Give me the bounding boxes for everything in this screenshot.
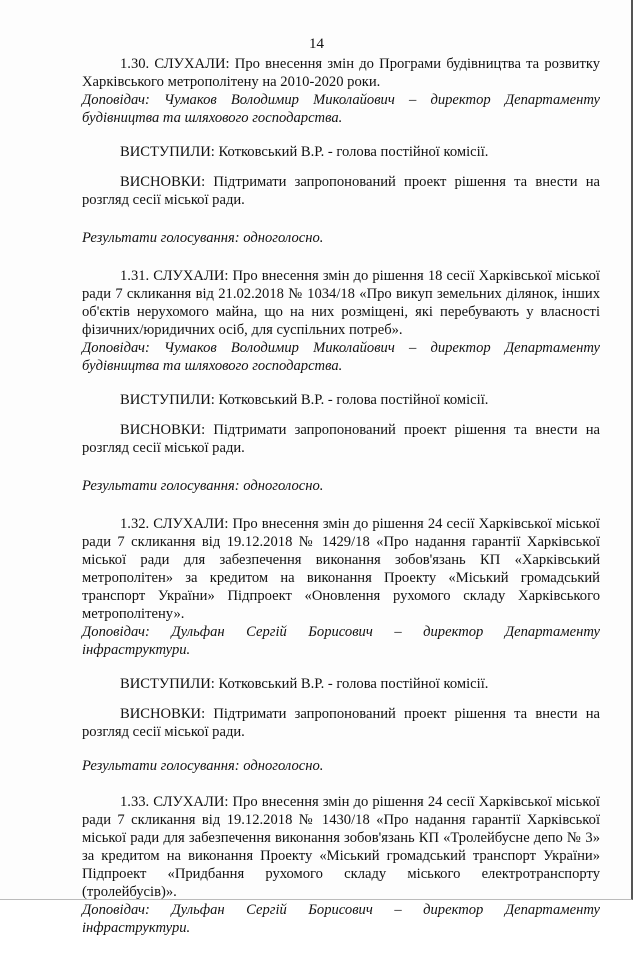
speaker-paragraph: Доповідач: Чумаков Володимир Миколайович – директор Департаменту будівництва та шляхового господарства. bbox=[82, 340, 600, 374]
heard-paragraph: 1.32. СЛУХАЛИ: Про внесення змін до рішення 24 сесії Харківської міської ради 7 скликання від 19.12.2018 № 1429/18 «Про надання гарантії Харківської міської ради для забезпечення виконання зобов'язань КП «Харківський метрополітен» за кредитом на виконання Проекту «Міський громадський транспорт України» Підпроект «Оновлення рухомого складу Харківського метрополітену». bbox=[82, 516, 600, 622]
speaker-paragraph: Доповідач: Чумаков Володимир Миколайович – директор Департаменту будівництва та шляхового господарства. bbox=[82, 92, 600, 126]
agenda-item-1-32 bbox=[82, 515, 600, 775]
spoke-paragraph: ВИСТУПИЛИ: Котковський В.Р. - голова постійної комісії. bbox=[120, 676, 489, 692]
speaker-paragraph: Доповідач: Дульфан Сергій Борисович – директор Департаменту інфраструктури. bbox=[82, 902, 600, 936]
heard-paragraph: 1.31. СЛУХАЛИ: Про внесення змін до рішення 18 сесії Харківської міської ради 7 скликання від 21.02.2018 № 1034/18 «Про викуп земельних ділянок, інших об'єктів нерухомого майна, що на них розміщені, які перебувають у власності фізичних/юридичних осіб, для суспільних потреб». bbox=[82, 268, 600, 338]
agenda-item-1-33 bbox=[82, 793, 600, 937]
spoke-paragraph: ВИСТУПИЛИ: Котковський В.Р. - голова постійної комісії. bbox=[120, 392, 489, 408]
document-body bbox=[82, 55, 600, 959]
page-number: 14 bbox=[309, 36, 324, 52]
conclusions-paragraph: ВИСНОВКИ: Підтримати запропонований проект рішення та внести на розгляд сесії міської ради. bbox=[82, 174, 600, 208]
agenda-item-1-31 bbox=[82, 267, 600, 495]
heard-paragraph: 1.33. СЛУХАЛИ: Про внесення змін до рішення 24 сесії Харківської міської ради 7 скликання від 19.12.2018 № 1430/18 «Про надання гарантії Харківської міської ради для забезпечення виконання зобов'язань КП «Тролейбусне депо № 3» за кредитом на виконання Проекту «Міський громадський транспорт України» Підпроект «Придбання рухомого складу міського електротранспорту (тролейбусів)». bbox=[82, 794, 600, 900]
voting-result: Результати голосування: одноголосно. bbox=[82, 758, 324, 774]
voting-result: Результати голосування: одноголосно. bbox=[82, 478, 324, 494]
conclusions-paragraph: ВИСНОВКИ: Підтримати запропонований проект рішення та внести на розгляд сесії міської ради. bbox=[82, 706, 600, 740]
conclusions-paragraph: ВИСНОВКИ: Підтримати запропонований проект рішення та внести на розгляд сесії міської ради. bbox=[82, 422, 600, 456]
spoke-paragraph: ВИСТУПИЛИ: Котковський В.Р. - голова постійної комісії. bbox=[120, 144, 489, 160]
voting-result: Результати голосування: одноголосно. bbox=[82, 230, 324, 246]
heard-paragraph: 1.30. СЛУХАЛИ: Про внесення змін до Програми будівництва та розвитку Харківського метрополітену на 2010-2020 роки. bbox=[82, 56, 600, 90]
agenda-item-1-30 bbox=[82, 55, 600, 247]
speaker-paragraph: Доповідач: Дульфан Сергій Борисович – директор Департаменту інфраструктури. bbox=[82, 624, 600, 658]
